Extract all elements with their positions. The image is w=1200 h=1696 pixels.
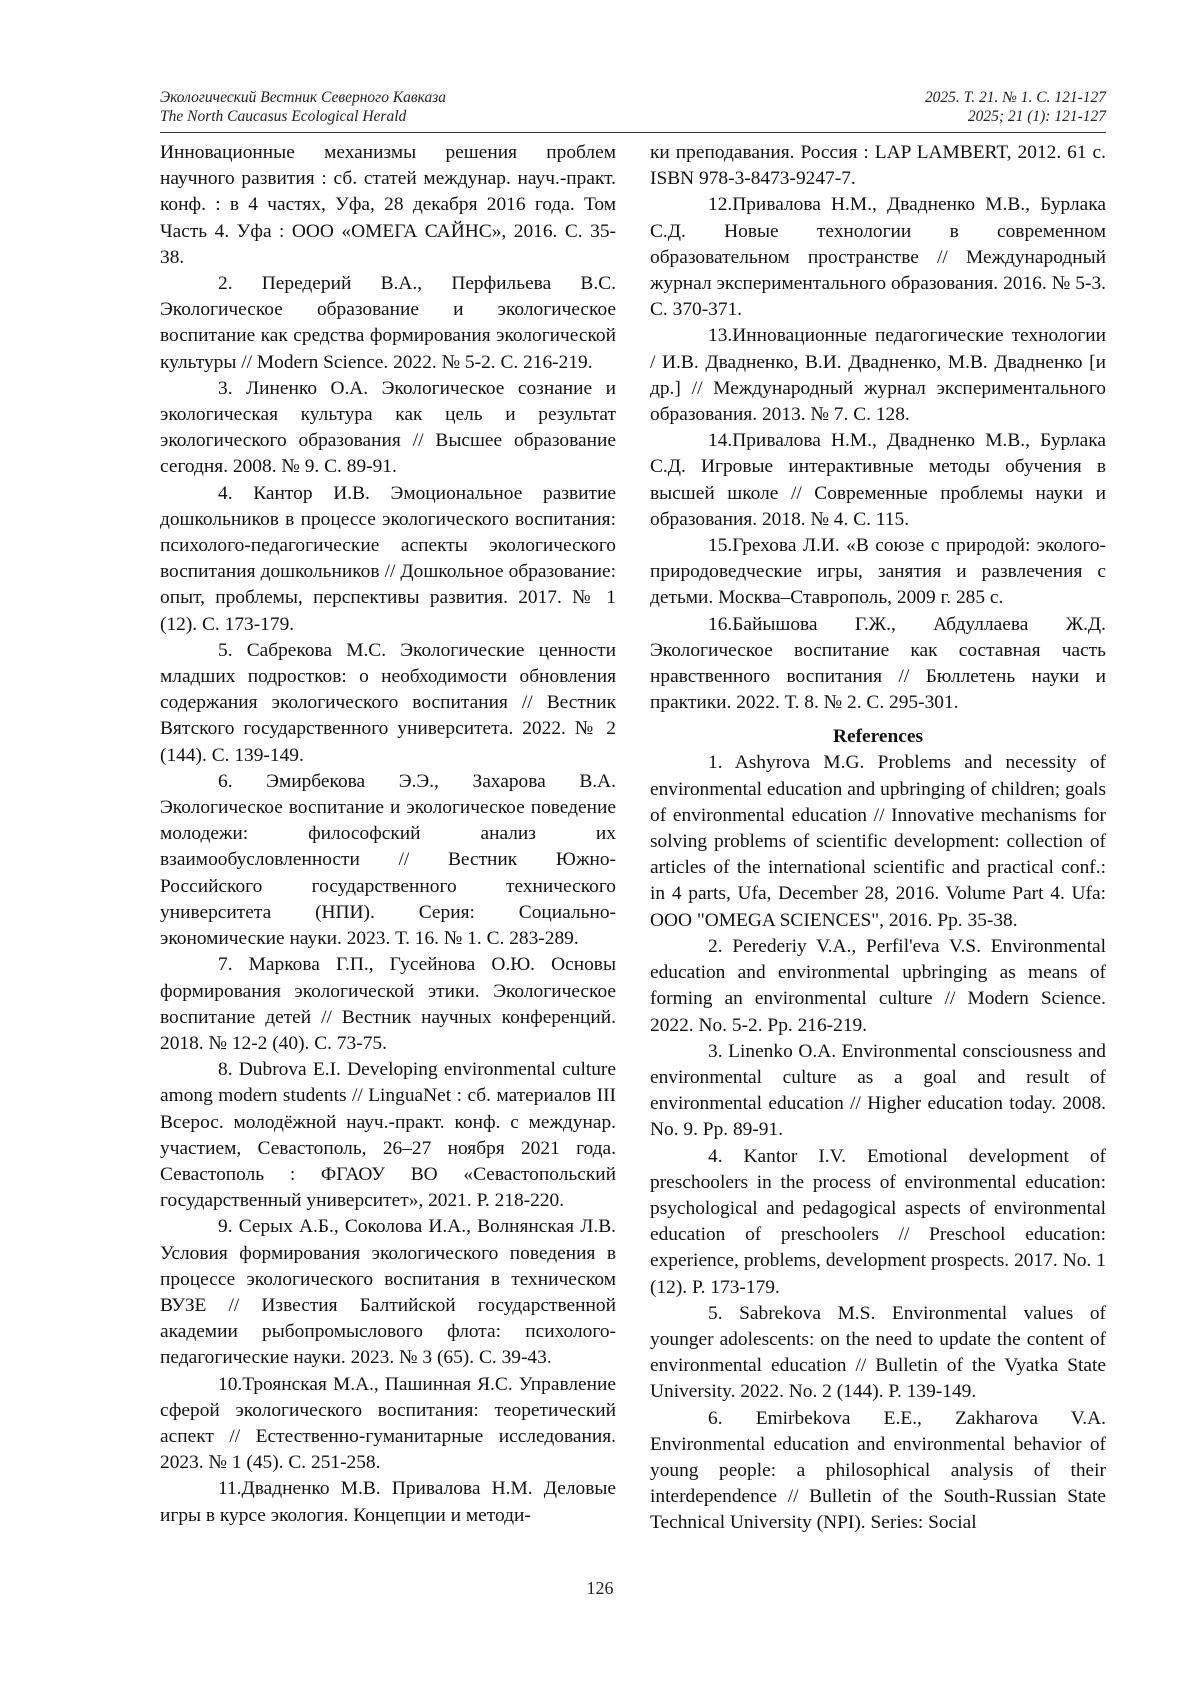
reference-item: 10.Троянская М.А., Пашинная Я.С. Управление сферой экологического воспитания: теоретический аспект // Естественно-гуманитарные исследования. 2023. № 1 (45). С. 251-258. <box>160 1373 616 1474</box>
page-number: 126 <box>586 1578 614 1598</box>
reference-item-en: 4. Kantor I.V. Emotional development of preschoolers in the process of environmental education: psychological and pedagogical aspects of environmental education of preschoolers // Preschool education: experience, problems, development prospects. 2017. No. 1 (12). P. 173-179. <box>650 1145 1106 1298</box>
reference-item: 5. Сабрекова М.С. Экологические ценности младших подростков: о необходимости обновления содержания экологического воспитания // Вестник Вятского государственного университета. 2022. № 2 (144). С. 139-149. <box>160 639 616 766</box>
reference-item: 11.Двадненко М.В. Привалова Н.М. Деловые игры в курсе экология. Концепции и методи- <box>160 1478 616 1526</box>
right-column <box>650 140 1106 1537</box>
reference-continuation: ки преподавания. Россия : LAP LAMBERT, 2012. 61 с. ISBN 978-3-8473-9247-7. <box>650 142 1106 190</box>
header-row-1 <box>160 88 1106 107</box>
left-column <box>160 140 616 1529</box>
issue-info-ru: 2025. Т. 21. № 1. С. 121-127 <box>924 89 1106 106</box>
reference-item: 2. Передерий В.А., Перфильева В.С. Экологическое образование и экологическое воспитание как средства формирования экологической культуры // Modern Science. 2022. № 5-2. С. 216-219. <box>160 273 616 373</box>
reference-item-en: 6. Emirbekova E.E., Zakharova V.A. Environmental education and environmental behavior of young people: a philosophical analysis of their interdependence // Bulletin of the South-Russian State Technical University (NPI). Series: Social <box>650 1407 1106 1534</box>
issue-info-en: 2025; 21 (1): 121-127 <box>967 108 1106 125</box>
reference-item: 7. Маркова Г.П., Гусейнова О.Ю. Основы формирования экологической этики. Экологическое воспитание детей // Вестник научных конференций. 2018. № 12-2 (40). С. 73-75. <box>160 954 616 1054</box>
reference-item: 4. Кантор И.В. Эмоциональное развитие дошкольников в процессе экологического воспитания: психолого-педагогические аспекты экологического воспитания дошкольников // Дошкольное образование: опыт, проблемы, перспективы развития. 2017. № 1 (12). С. 173-179. <box>160 482 616 635</box>
reference-continuation: Инновационные механизмы решения проблем научного развития : сб. статей междунар. науч.-практ. конф. : в 4 частях, Уфа, 28 декабря 2016 года. Том Часть 4. Уфа : ООО «ОМЕГА САЙНС», 2016. С. 35-38. <box>160 142 616 268</box>
header-divider <box>160 132 1106 133</box>
reference-item: 3. Линенко О.А. Экологическое сознание и экологическая культура как цель и результат экологического образования // Высшее образование сегодня. 2008. № 9. С. 89-91. <box>160 377 616 478</box>
reference-item-en: 1. Ashyrova M.G. Problems and necessity of environmental education and upbringing of children; goals of environmental education // Innovative mechanisms for solving problems of scientific development: collection of articles of the international scientific and practical conf.: in 4 parts, Ufa, December 28, 2016. Volume Part 4. Ufa: OOO "OMEGA SCIENCES", 2016. Pp. 35-38. <box>650 752 1106 931</box>
journal-title-en: The North Caucasus Ecological Herald <box>160 108 407 125</box>
reference-item: 9. Серых А.Б., Соколова И.А., Волнянская Л.В. Условия формирования экологического поведения в процессе экологического воспитания в техническом ВУЗЕ // Известия Балтийской государственной академии рыбопромыслового флота: психолого-педагогические науки. 2023. № 3 (65). С. 39-43. <box>160 1216 616 1369</box>
reference-item: 13.Инновационные педагогические технологии / И.В. Двадненко, В.И. Двадненко, М.В. Двадненко [и др.] // Международный журнал экспериментального образования. 2013. № 7. С. 128. <box>650 325 1106 426</box>
references-heading: References <box>832 726 924 748</box>
reference-item: 8. Dubrova E.I. Developing environmental culture among modern students // LinguaNet : сб. материалов III Всерос. молодёжной науч.-практ. конф. с междунар. участием, Севастополь, 26–27 ноября 2021 года. Севастополь : ФГАОУ ВО «Севастопольский государственный университет», 2021. Р. 218-220. <box>160 1059 616 1212</box>
running-header <box>160 88 1106 126</box>
reference-item: 15.Грехова Л.И. «В союзе с природой: эколого-природоведческие игры, занятия и развлечения с детьми. Москва–Ставрополь, 2009 г. 285 с. <box>650 535 1106 609</box>
reference-item-en: 5. Sabrekova M.S. Environmental values of younger adolescents: on the need to update the content of environmental education // Bulletin of the Vyatka State University. 2022. No. 2 (144). P. 139-149. <box>650 1302 1106 1403</box>
reference-item: 6. Эмирбекова Э.Э., Захарова В.А. Экологическое воспитание и экологическое поведение молодежи: философский анализ их взаимообусловленности // Вестник Южно-Российского государственного технического университета (НПИ). Серия: Социально-экономические науки. 2023. Т. 16. № 1. С. 283-289. <box>160 770 616 950</box>
header-row-2 <box>160 107 1106 126</box>
reference-item-en: 2. Perederiy V.A., Perfil'eva V.S. Environmental education and environmental upbringing as means of forming an environmental culture // Modern Science. 2022. No. 5-2. Pp. 216-219. <box>650 935 1106 1036</box>
reference-item: 12.Привалова Н.М., Двадненко М.В., Бурлака С.Д. Новые технологии в современном образовательном пространстве // Международный журнал экспериментального образования. 2016. № 5-3. С. 370-371. <box>650 194 1106 321</box>
reference-item: 16.Байышова Г.Ж., Абдуллаева Ж.Д. Экологическое воспитание как составная часть нравственного воспитания // Бюллетень науки и практики. 2022. Т. 8. № 2. С. 295-301. <box>650 613 1106 714</box>
reference-item-en: 3. Linenko O.A. Environmental consciousness and environmental culture as a goal and result of environmental education // Higher education today. 2008. No. 9. Pp. 89-91. <box>650 1040 1106 1141</box>
journal-title-ru: Экологический Вестник Северного Кавказа <box>160 89 447 106</box>
reference-item: 14.Привалова Н.М., Двадненко М.В., Бурлака С.Д. Игровые интерактивные методы обучения в высшей школе // Современные проблемы науки и образования. 2018. № 4. С. 115. <box>650 430 1106 530</box>
